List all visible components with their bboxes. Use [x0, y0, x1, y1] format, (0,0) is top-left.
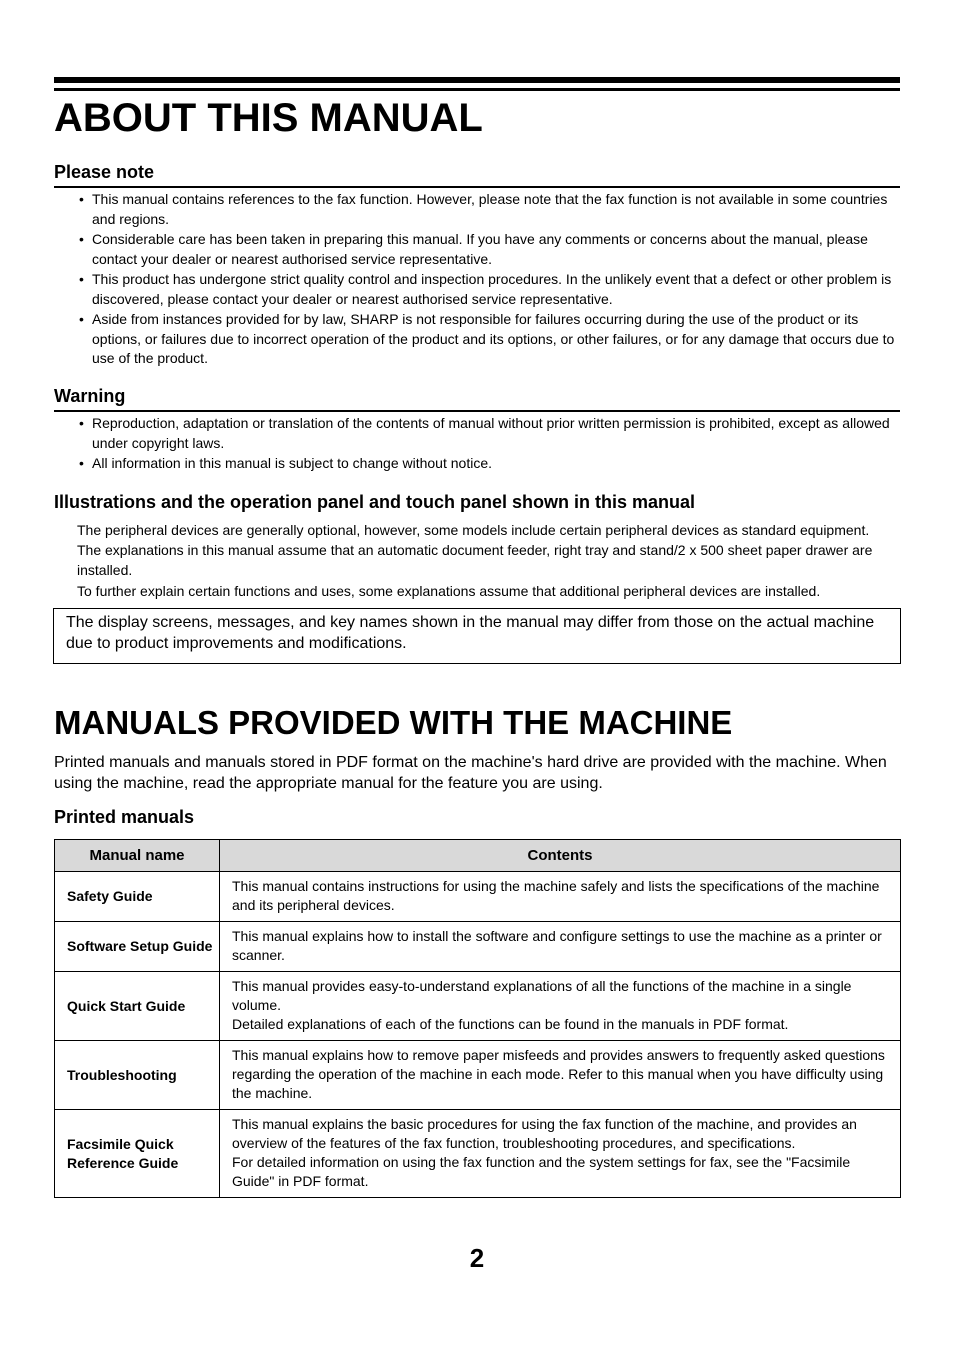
contents-text: For detailed information on using the fax function and the system settings for fax, see the "Facsimile Guide" in PDF format. [232, 1154, 851, 1189]
list-item: • This manual contains references to the fax function. However, please note that the fax function is not available in some countries and regions. [76, 190, 900, 229]
table-row [55, 1041, 901, 1110]
list-item: • Considerable care has been taken in preparing this manual. If you have any comments or concerns about the manual, please contact your dealer or nearest authorised service representative. [76, 230, 900, 269]
manuals-table [54, 839, 901, 1198]
contents-text: This manual provides easy-to-understand explanations of all the functions of the machine in a single volume. [232, 978, 852, 1013]
manual-name-cell: Software Setup Guide [55, 922, 220, 972]
list-item: • Reproduction, adaptation or translation of the contents of manual without prior written permission is prohibited, except as allowed under copyright laws. [76, 414, 900, 453]
manuals-title: MANUALS PROVIDED WITH THE MACHINE [54, 704, 733, 741]
table-header-row [55, 840, 901, 872]
manual-name-cell: Facsimile Quick Reference Guide [55, 1110, 220, 1198]
manual-name-cell: Quick Start Guide [55, 972, 220, 1041]
manual-name-cell: Safety Guide [55, 872, 220, 922]
warning-heading: Warning [54, 385, 900, 412]
illustrations-paragraph: The peripheral devices are generally optional, however, some models include certain peripheral devices as standard equipment. [77, 522, 870, 538]
manuals-intro: Printed manuals and manuals stored in PDF format on the machine's hard drive are provided with the machine. When using the machine, read the appropriate manual for the feature you are using. [54, 754, 887, 792]
list-item: • Aside from instances provided for by law, SHARP is not responsible for failures occurring during the use of the product or its options, or failures due to incorrect operation of the product and its options, or other failures, or for any damage that occurs due to use of the product. [76, 310, 900, 369]
top-rule-thin [54, 88, 900, 91]
illustrations-paragraph: The explanations in this manual assume that an automatic document feeder, right tray and stand/2 x 500 sheet paper drawer are installed. [77, 542, 873, 578]
table-row [55, 922, 901, 972]
table-row [55, 872, 901, 922]
contents-text: This manual explains how to install the software and configure settings to use the machine as a printer or scanner. [232, 928, 882, 963]
manual-name-cell: Troubleshooting [55, 1041, 220, 1110]
warning-list [76, 414, 900, 475]
contents-text: Detailed explanations of each of the functions can be found in the manuals in PDF format. [232, 1016, 789, 1032]
please-note-heading: Please note [54, 161, 900, 188]
list-item: • This product has undergone strict quality control and inspection procedures. In the unlikely event that a defect or other problem is discovered, please contact your dealer or nearest authorised service representative. [76, 270, 900, 309]
contents-text: This manual explains the basic procedures for using the fax function of the machine, and provides an overview of the features of the fax function, troubleshooting procedures, and specifications. [232, 1116, 857, 1151]
table-row [55, 1110, 901, 1198]
contents-cell [220, 872, 901, 922]
list-item: • All information in this manual is subject to change without notice. [76, 454, 900, 474]
page-number: 2 [469, 1243, 485, 1273]
contents-cell [220, 922, 901, 972]
column-header-contents: Contents [220, 840, 901, 872]
please-note-list [76, 190, 900, 370]
illustrations-paragraph: To further explain certain functions and uses, some explanations assume that additional peripheral devices are installed. [77, 583, 821, 599]
printed-manuals-heading: Printed manuals [54, 807, 195, 827]
contents-cell [220, 972, 901, 1041]
page-title: ABOUT THIS MANUAL [54, 96, 483, 140]
top-rule-thick [54, 77, 900, 83]
table-row [55, 972, 901, 1041]
illustrations-heading: Illustrations and the operation panel and touch panel shown in this manual [54, 492, 696, 512]
column-header-manual-name: Manual name [55, 840, 220, 872]
contents-text: This manual explains how to remove paper misfeeds and provides answers to frequently asked questions regarding the operation of the machine in each mode. Refer to this manual when you have difficulty using the machine. [232, 1047, 885, 1101]
contents-text: This manual contains instructions for using the machine safely and lists the specifications of the machine and its peripheral devices. [232, 878, 880, 913]
note-box: The display screens, messages, and key names shown in the manual may differ from those on the actual machine due to product improvements and modifications. [53, 608, 901, 664]
contents-cell [220, 1110, 901, 1198]
contents-cell [220, 1041, 901, 1110]
